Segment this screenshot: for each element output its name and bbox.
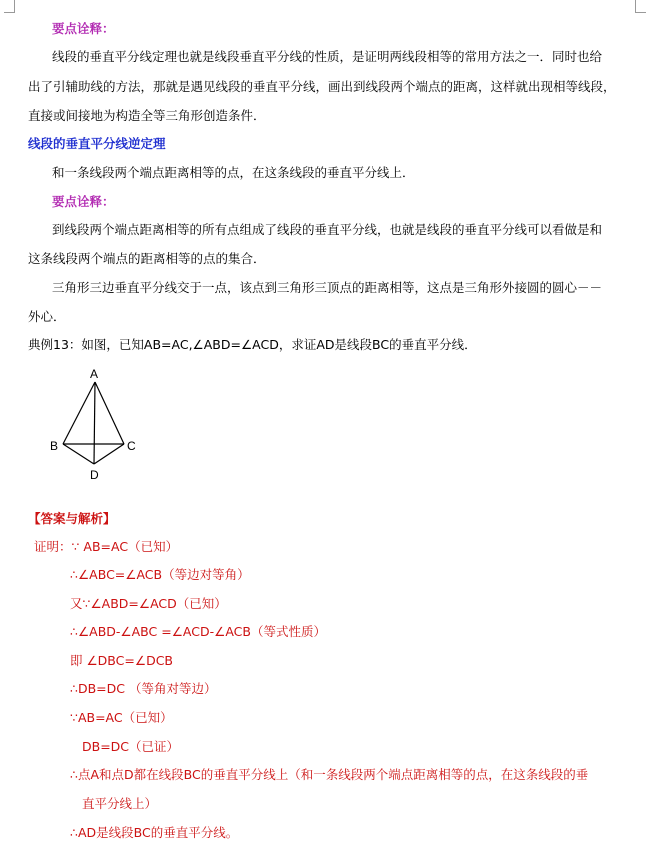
text-line: 直平分线上） <box>82 796 158 811</box>
segment-cd <box>94 444 124 464</box>
text-line: 出了引辅助线的方法，那就是遇见线段的垂直平分线，画出到线段两个端点的距离，这样就出现相等线段， <box>28 79 616 94</box>
text-line: 【答案与解析】 <box>28 511 116 526</box>
text-line: 这条线段两个端点的距离相等的点的集合． <box>28 251 266 266</box>
page-corner-mark-left <box>4 0 15 13</box>
triangle-figure <box>46 366 156 486</box>
text-line: ∴DB=DC （等角对等边） <box>70 681 217 696</box>
text-line: 三角形三边垂直平分线交于一点，该点到三角形三顶点的距离相等，这点是三角形外接圆的圆心－－ <box>52 280 603 295</box>
page-corner-mark-right <box>635 0 646 13</box>
segment-bd <box>63 444 94 464</box>
vertex-label-c: C <box>127 439 136 453</box>
text-line: DB=DC（已证） <box>82 739 180 754</box>
text-line: 要点诠释： <box>52 194 115 209</box>
segment-ac <box>95 382 124 444</box>
text-line: 线段的垂直平分线逆定理 <box>28 136 166 151</box>
text-line: 典例13：如图，已知AB=AC,∠ABD=∠ACD，求证AD是线段BC的垂直平分线． <box>28 337 477 352</box>
segment-ad <box>94 382 95 464</box>
text-line: 外心． <box>28 309 66 324</box>
text-line: ∵AB=AC（已知） <box>70 710 173 725</box>
text-line: 即 ∠DBC=∠DCB <box>70 653 173 668</box>
text-line: 线段的垂直平分线定理也就是线段垂直平分线的性质，是证明两线段相等的常用方法之一．同时也给 <box>52 49 603 64</box>
text-line: ∴点A和点D都在线段BC的垂直平分线上（和一条线段两个端点距离相等的点，在这条线段的垂 <box>70 767 589 782</box>
text-line: 又∵∠ABD=∠ACD（已知） <box>70 596 227 611</box>
text-line: 和一条线段两个端点距离相等的点，在这条线段的垂直平分线上． <box>52 165 415 180</box>
text-line: 要点诠释： <box>52 21 115 36</box>
vertex-label-d: D <box>90 468 99 482</box>
segment-ab <box>63 382 95 444</box>
vertex-label-b: B <box>50 439 59 453</box>
text-line: 证明：∵ AB=AC（已知） <box>34 539 179 554</box>
text-line: 到线段两个端点距离相等的所有点组成了线段的垂直平分线，也就是线段的垂直平分线可以看做是和 <box>52 222 603 237</box>
text-line: ∴∠ABD-∠ABC =∠ACD-∠ACB（等式性质） <box>70 624 326 639</box>
text-line: ∴∠ABC=∠ACB（等边对等角） <box>70 567 250 582</box>
text-line: ∴AD是线段BC的垂直平分线。 <box>70 825 239 840</box>
text-line: 直接或间接地为构造全等三角形创造条件． <box>28 108 266 123</box>
vertex-label-a: A <box>90 367 99 381</box>
